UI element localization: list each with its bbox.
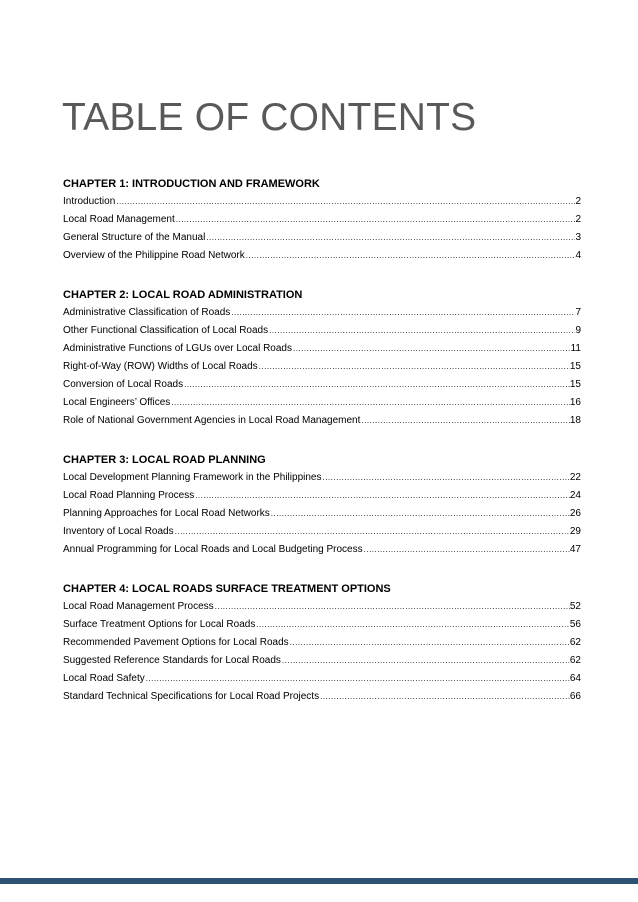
toc-entry[interactable]: [63, 358, 581, 376]
dot-leader: [258, 358, 570, 376]
toc-entry-title: Local Road Planning Process: [63, 490, 195, 501]
toc-entry-page-number: 11: [570, 343, 581, 354]
dot-leader: [255, 616, 570, 634]
dot-leader: [174, 523, 570, 541]
dot-leader: [289, 634, 570, 652]
dot-leader: [145, 670, 570, 688]
toc-entry[interactable]: [63, 412, 581, 430]
toc-entry[interactable]: [63, 670, 581, 688]
toc-entry[interactable]: [63, 652, 581, 670]
dot-leader: [245, 247, 576, 265]
toc-entry-title: Administrative Classification of Roads: [63, 307, 231, 318]
chapter-section: [63, 175, 581, 265]
toc-entry-page-number: 4: [575, 250, 581, 261]
toc-entry-page-number: 2: [575, 214, 581, 225]
dot-leader: [115, 193, 575, 211]
toc-entry-page-number: 56: [569, 619, 581, 630]
toc-entry-page-number: 15: [569, 379, 581, 390]
toc-entry-title: Local Road Management Process: [63, 601, 214, 612]
toc-entry-page-number: 24: [569, 490, 581, 501]
dot-leader: [292, 340, 571, 358]
dot-leader: [360, 412, 569, 430]
toc-entry-title: Planning Approaches for Local Road Networks: [63, 508, 270, 519]
toc-entry-title: Conversion of Local Roads: [63, 379, 184, 390]
toc-entry-title: Local Road Safety: [63, 673, 145, 684]
toc-entry-page-number: 2: [575, 196, 581, 207]
toc-entry-title: Role of National Government Agencies in Local Road Management: [63, 415, 361, 426]
toc-entry[interactable]: [63, 394, 581, 412]
toc-entry-title: Overview of the Philippine Road Network: [63, 250, 245, 261]
toc-entry-page-number: 26: [569, 508, 581, 519]
toc-entry-page-number: 52: [569, 601, 581, 612]
toc-entry-page-number: 9: [575, 325, 581, 336]
toc-entry[interactable]: [63, 634, 581, 652]
chapter-section: [63, 451, 581, 559]
dot-leader: [270, 505, 570, 523]
toc-entry[interactable]: [63, 487, 581, 505]
toc-entry[interactable]: [63, 505, 581, 523]
dot-leader: [321, 469, 569, 487]
toc-entry-title: Local Road Management: [63, 214, 175, 225]
chapter-heading: CHAPTER 3: LOCAL ROAD PLANNING: [63, 454, 266, 466]
toc-entry-title: Annual Programming for Local Roads and Local Budgeting Process: [63, 544, 363, 555]
toc-entry-page-number: 47: [569, 544, 581, 555]
toc-entry-title: Inventory of Local Roads: [63, 526, 174, 537]
chapter-section: [63, 580, 581, 706]
toc-entry-title: Local Engineers’ Offices: [63, 397, 171, 408]
chapter-section: [63, 286, 581, 430]
toc-entry-page-number: 66: [569, 691, 581, 702]
toc-entry-page-number: 18: [569, 415, 581, 426]
toc-entry-title: Standard Technical Specifications for Local Road Projects: [63, 691, 320, 702]
toc-entry-title: Surface Treatment Options for Local Roads: [63, 619, 256, 630]
toc-entry[interactable]: [63, 229, 581, 247]
chapter-heading: CHAPTER 4: LOCAL ROADS SURFACE TREATMENT OPTIONS: [63, 583, 391, 595]
toc-entry[interactable]: [63, 469, 581, 487]
toc-entry-page-number: 15: [569, 361, 581, 372]
dot-leader: [230, 304, 575, 322]
footer-bar: [0, 878, 638, 884]
toc-entry[interactable]: [63, 304, 581, 322]
toc-entry-page-number: 29: [569, 526, 581, 537]
toc-entry-title: Introduction: [63, 196, 116, 207]
dot-leader: [268, 322, 575, 340]
toc-entry-title: Right-of-Way (ROW) Widths of Local Roads: [63, 361, 258, 372]
page-title: TABLE OF CONTENTS: [62, 96, 477, 139]
toc-entry-page-number: 7: [575, 307, 581, 318]
dot-leader: [183, 376, 570, 394]
toc-entry[interactable]: [63, 376, 581, 394]
toc-entry-page-number: 3: [575, 232, 581, 243]
toc-entry-page-number: 64: [569, 673, 581, 684]
toc-entry-title: Administrative Functions of LGUs over Local Roads: [63, 343, 292, 354]
toc-entry-page-number: 16: [569, 397, 581, 408]
toc-entry[interactable]: [63, 193, 581, 211]
dot-leader: [319, 688, 570, 706]
dot-leader: [205, 229, 575, 247]
toc-entry[interactable]: [63, 211, 581, 229]
toc-entry[interactable]: [63, 340, 581, 358]
chapter-heading: CHAPTER 2: LOCAL ROAD ADMINISTRATION: [63, 289, 303, 301]
toc-entry[interactable]: [63, 523, 581, 541]
toc-entry[interactable]: [63, 247, 581, 265]
toc-entry-title: Recommended Pavement Options for Local Roads: [63, 637, 289, 648]
chapter-heading: CHAPTER 1: INTRODUCTION AND FRAMEWORK: [63, 178, 320, 190]
table-of-contents: [63, 175, 581, 727]
dot-leader: [281, 652, 570, 670]
toc-entry[interactable]: [63, 541, 581, 559]
toc-entry[interactable]: [63, 598, 581, 616]
toc-entry[interactable]: [63, 322, 581, 340]
dot-leader: [194, 487, 570, 505]
toc-entry[interactable]: [63, 688, 581, 706]
toc-entry-title: Suggested Reference Standards for Local Roads: [63, 655, 281, 666]
dot-leader: [170, 394, 570, 412]
toc-entry-title: Other Functional Classification of Local Roads: [63, 325, 269, 336]
toc-entry-title: Local Development Planning Framework in the Philippines: [63, 472, 322, 483]
toc-entry-page-number: 62: [569, 637, 581, 648]
toc-entry-title: General Structure of the Manual: [63, 232, 206, 243]
toc-entry-page-number: 62: [569, 655, 581, 666]
dot-leader: [363, 541, 570, 559]
toc-entry[interactable]: [63, 616, 581, 634]
dot-leader: [214, 598, 570, 616]
dot-leader: [175, 211, 576, 229]
toc-entry-page-number: 22: [569, 472, 581, 483]
